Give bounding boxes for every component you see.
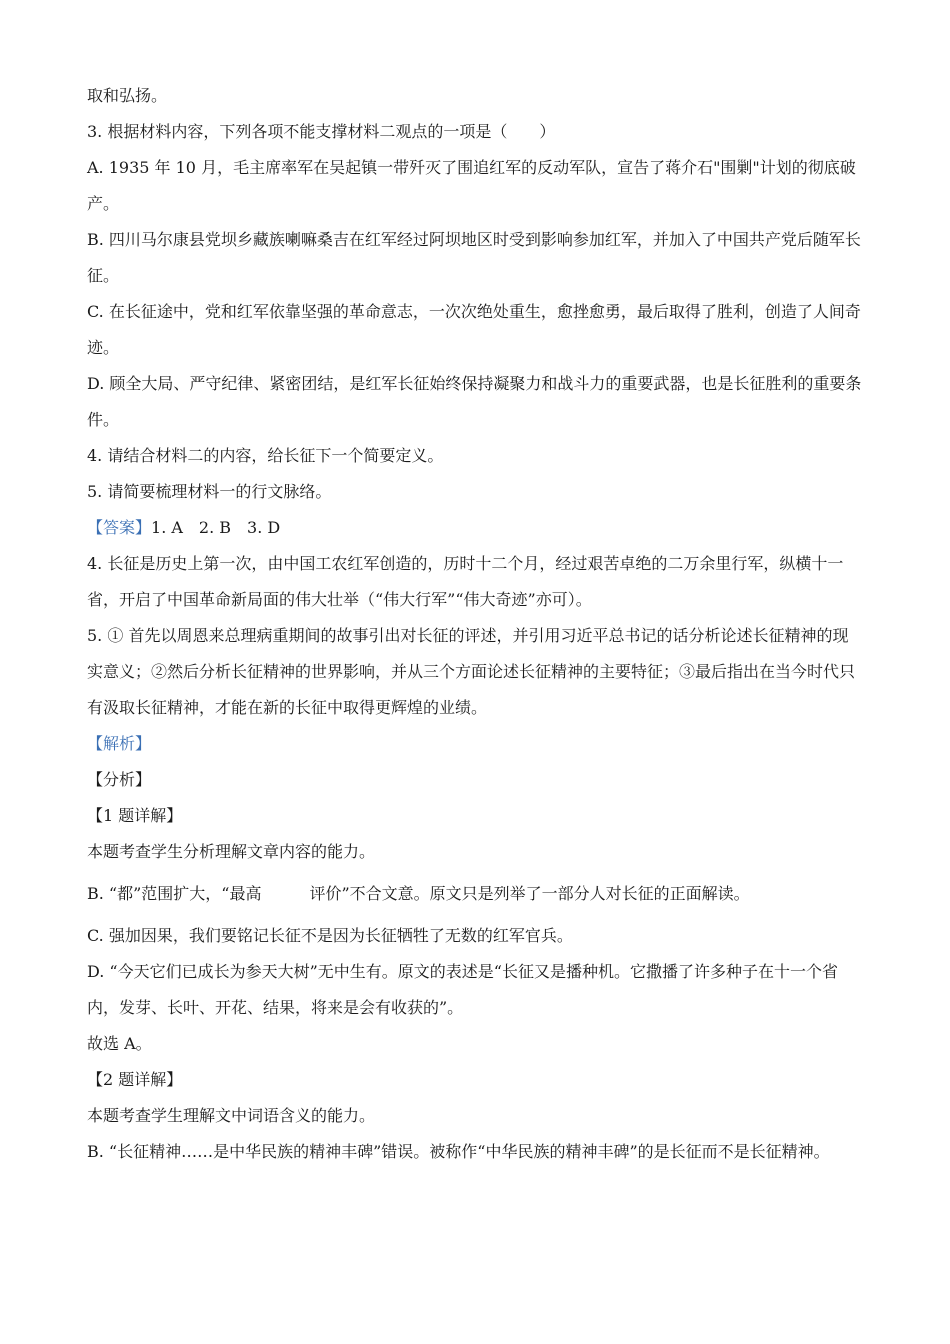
analysis-tag — [87, 726, 863, 762]
document-page — [87, 78, 863, 1170]
detail-2-intro: 本题考查学生理解文中词语含义的能力。 — [87, 1106, 376, 1125]
detail-1-heading: 【1 题详解】 — [87, 806, 183, 825]
text-line: 取和弘扬。 — [87, 86, 168, 105]
detail-1-choice: 故选 A。 — [87, 1034, 152, 1053]
analysis-tag-text: 【解析】 — [87, 734, 152, 753]
question-3-option-c: C. 在长征途中，党和红军依靠坚强的革命意志，一次次绝处重生，愈挫愈勇，最后取得了胜利，创造了人间奇迹。 — [87, 302, 861, 357]
question-3-option-d: D. 顾全大局、严守纪律、紧密团结，是红军长征始终保持凝聚力和战斗力的重要武器，也是长征胜利的重要条件。 — [87, 374, 862, 429]
detail-1-option-c: C. 强加因果，我们要铭记长征不是因为长征牺牲了无数的红军官兵。 — [87, 926, 573, 945]
fenxi-heading: 【分析】 — [87, 770, 152, 789]
answer-line — [87, 510, 863, 546]
question-3-option-b: B. 四川马尔康县党坝乡藏族喇嘛桑吉在红军经过阿坝地区时受到影响参加红军，并加入了中国共产党后随军长征。 — [87, 230, 861, 285]
question-4: 4. 请结合材料二的内容，给长征下一个简要定义。 — [87, 446, 444, 465]
detail-1-intro: 本题考查学生分析理解文章内容的能力。 — [87, 842, 376, 861]
question-3: 3. 根据材料内容，下列各项不能支撑材料二观点的一项是（ ） — [87, 122, 556, 141]
question-5: 5. 请简要梳理材料一的行文脉络。 — [87, 482, 332, 501]
detail-1-option-d: D. “今天它们已成长为参天大树”无中生有。原文的表述是“长征又是播种机。它撒播了许多种子在十一个省内，发芽、长叶、开花、结果，将来是会有收获的”。 — [87, 962, 838, 1017]
answer-4: 4. 长征是历史上第一次，由中国工农红军创造的，历时十二个月，经过艰苦卓绝的二万余里行军，纵横十一省，开启了中国革命新局面的伟大壮举（“伟大行军”“伟大奇迹”亦可）。 — [87, 554, 844, 609]
answer-tag: 【答案】 — [87, 518, 152, 537]
answer-text: 1. A 2. B 3. D — [151, 518, 281, 537]
question-3-option-a: A. 1935 年 10 月，毛主席率军在吴起镇一带歼灭了围追红军的反动军队，宣告了蒋介石"围剿"计划的彻底破产。 — [87, 158, 856, 213]
detail-2-heading: 【2 题详解】 — [87, 1070, 183, 1089]
answer-5: 5. ① 首先以周恩来总理病重期间的故事引出对长征的评述，并引用习近平总书记的话分析论述长征精神的现实意义；②然后分析长征精神的世界影响，并从三个方面论述长征精神的主要特征；③最后指出在当今时代只有汲取长征精神，才能在新的长征中取得更辉煌的业绩。 — [87, 626, 856, 717]
detail-1-option-b: B. “都”范围扩大，“最高 评价”不合文意。原文只是列举了一部分人对长征的正面解读。 — [87, 884, 750, 903]
detail-2-option-b: B. “长征精神……是中华民族的精神丰碑”错误。被称作“中华民族的精神丰碑”的是长征而不是长征精神。 — [87, 1142, 830, 1161]
